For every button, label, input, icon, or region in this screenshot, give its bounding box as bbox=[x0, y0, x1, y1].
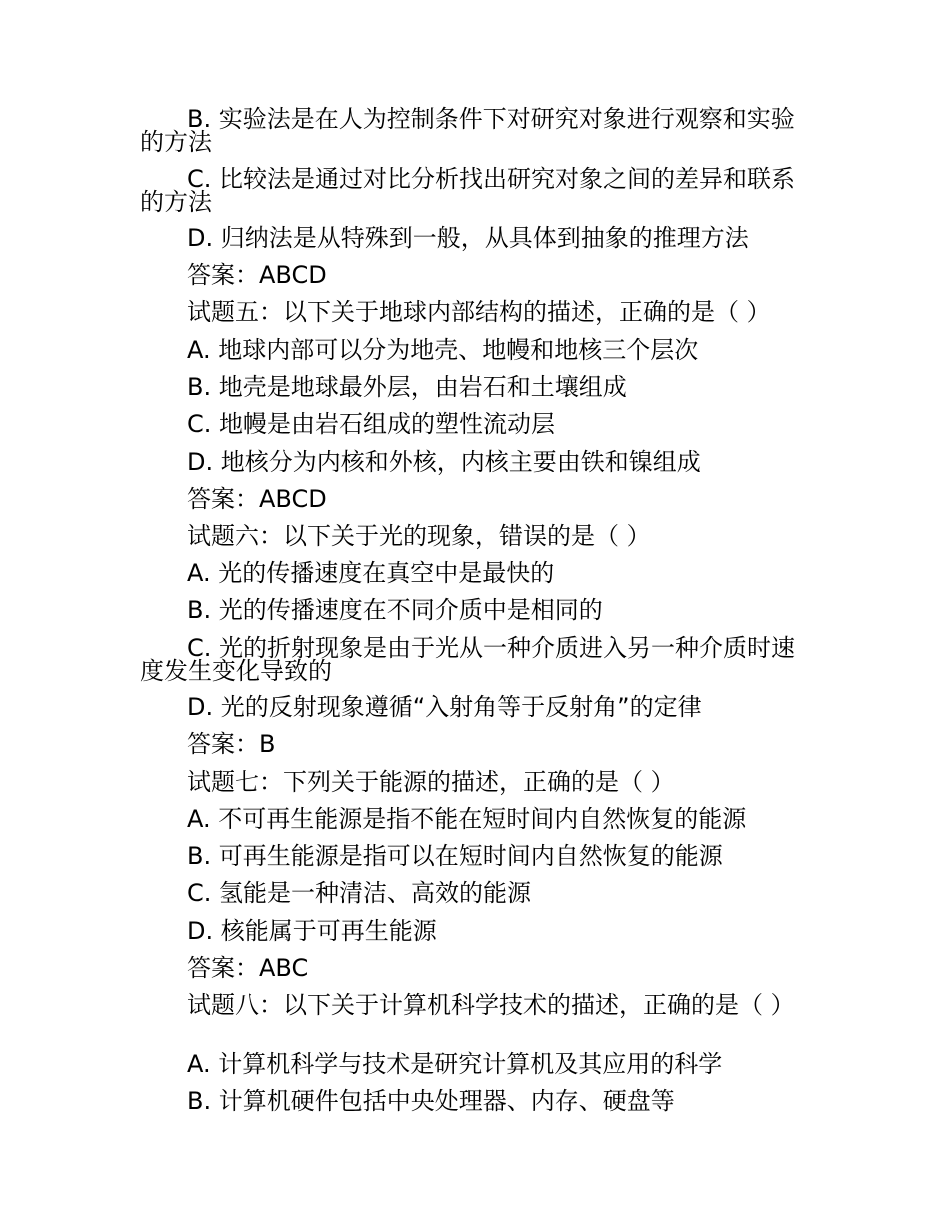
option-text: B. 可再生能源是指可以在短时间内自然恢复的能源 bbox=[187, 842, 723, 870]
option-text: A. 计算机科学与技术是研究计算机及其应用的科学 bbox=[187, 1050, 723, 1078]
option-text: B. 光的传播速度在不同介质中是相同的 bbox=[187, 596, 603, 624]
option-text: D. 地核分为内核和外核，内核主要由铁和镍组成 bbox=[187, 448, 701, 476]
question-title: 试题六：以下关于光的现象，错误的是（ ） bbox=[187, 522, 651, 550]
option-text: C. 比较法是通过对比分析找出研究对象之间的差异和联系的方法 bbox=[140, 165, 796, 216]
question-title: 试题八：以下关于计算机科学技术的描述，正确的是（ ） bbox=[187, 991, 795, 1019]
option-text: B. 计算机硬件包括中央处理器、内存、硬盘等 bbox=[187, 1087, 675, 1115]
option-text: A. 光的传播速度在真空中是最快的 bbox=[187, 559, 555, 587]
answer-text: 答案：ABCD bbox=[187, 261, 327, 289]
option-text: A. 地球内部可以分为地壳、地幔和地核三个层次 bbox=[187, 336, 699, 364]
option-text: D. 归纳法是从特殊到一般，从具体到抽象的推理方法 bbox=[187, 224, 749, 252]
question-title: 试题五：以下关于地球内部结构的描述，正确的是（ ） bbox=[187, 298, 771, 326]
option-text: D. 光的反射现象遵循“入射角等于反射角”的定律 bbox=[187, 693, 702, 721]
question-title: 试题七：下列关于能源的描述，正确的是（ ） bbox=[187, 768, 675, 796]
answer-text: 答案：ABC bbox=[187, 954, 309, 982]
option-text: B. 地壳是地球最外层，由岩石和土壤组成 bbox=[187, 373, 627, 401]
answer-text: 答案：ABCD bbox=[187, 485, 327, 513]
answer-text: 答案：B bbox=[187, 730, 276, 758]
option-text: C. 光的折射现象是由于光从一种介质进入另一种介质时速度发生变化导致的 bbox=[140, 634, 796, 685]
option-text: D. 核能属于可再生能源 bbox=[187, 917, 437, 945]
option-text: C. 地幔是由岩石组成的塑性流动层 bbox=[187, 410, 556, 438]
option-text: B. 实验法是在人为控制条件下对研究对象进行观察和实验的方法 bbox=[140, 105, 795, 156]
option-text: C. 氢能是一种清洁、高效的能源 bbox=[187, 879, 532, 907]
option-text: A. 不可再生能源是指不能在短时间内自然恢复的能源 bbox=[187, 805, 747, 833]
